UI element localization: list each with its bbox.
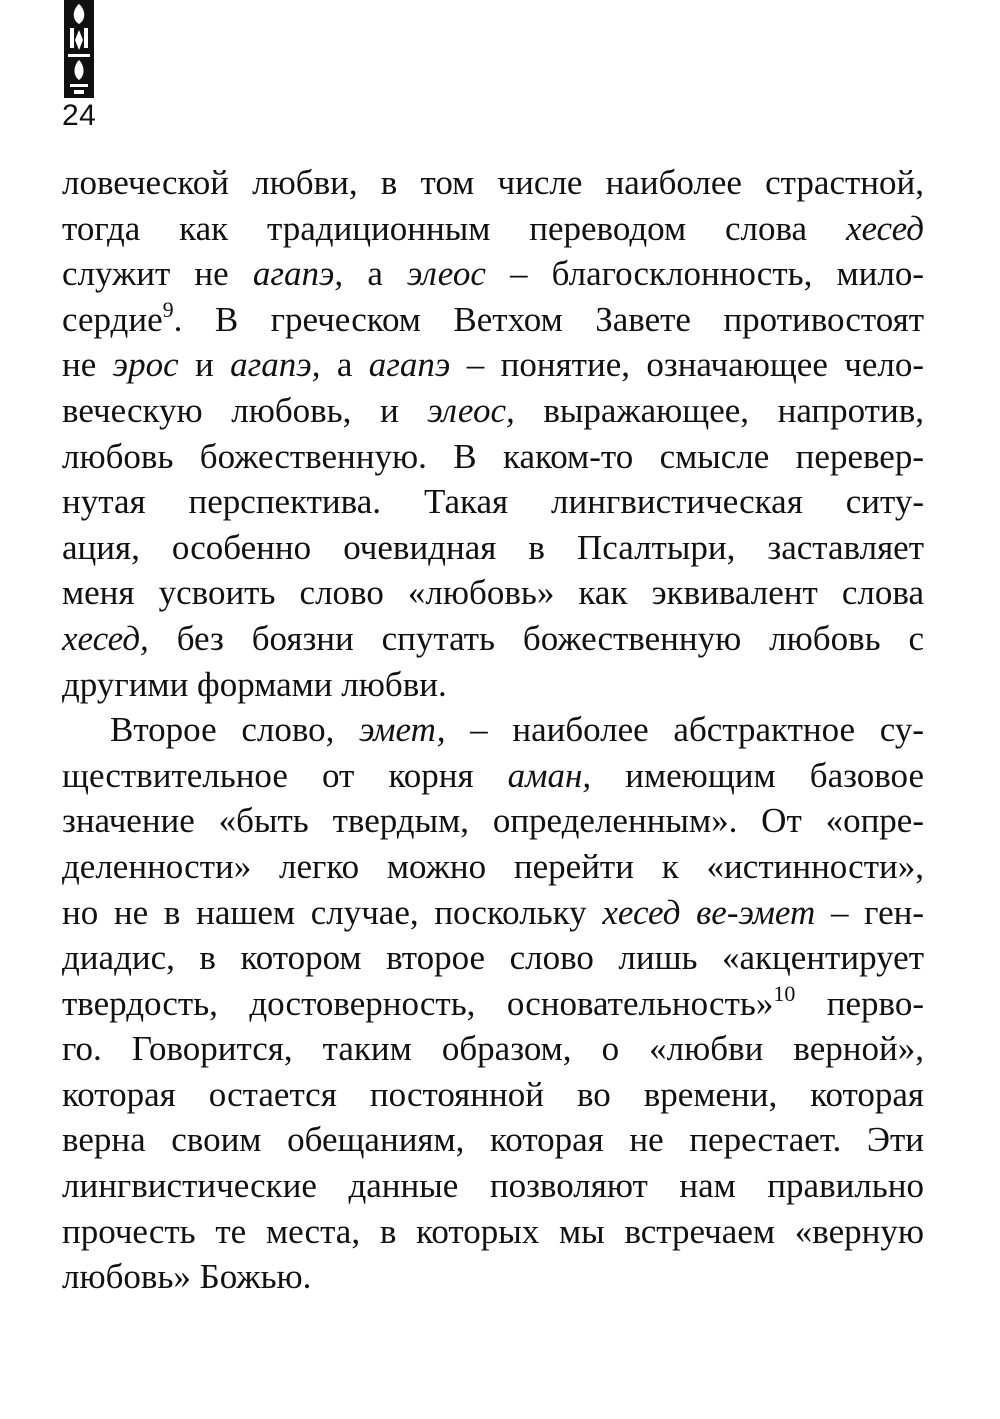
text-line: любовь» Божью. [62, 1257, 312, 1297]
italic-term: хесед, [62, 618, 149, 658]
text-line: верна своим обещаниям, которая не перестает. Эти [62, 1120, 924, 1160]
italic-term: хесед [845, 208, 924, 248]
text-line: тогда как традиционным переводом слова хесед [62, 208, 924, 248]
text-line: ация, особенно очевидная в Псалтыри, заставляет [62, 527, 924, 567]
body-text [62, 160, 924, 1300]
text-line: другими формами любви. [62, 664, 447, 704]
text-line: го. Говорится, таким образом, о «любви верной», [62, 1029, 924, 1069]
text-line: которая остается постоянной во времени, которая [62, 1074, 924, 1114]
page-number: 24 [62, 99, 97, 132]
text-line: значение «быть твердым, определенным». От «опре- [62, 801, 924, 841]
text-line: но не в нашем случае, поскольку хесед ве-эмет – ген- [62, 892, 924, 932]
text-line: ществительное от корня аман, имеющим базовое [62, 755, 924, 795]
text-line: не эрос и агапэ, а агапэ – понятие, означающее чело- [62, 345, 925, 385]
text-line: веческую любовь, и элеос, выражающее, напротив, [62, 390, 924, 430]
italic-term: агапэ, [230, 345, 321, 385]
text-line: любовь божественную. В каком-то смысле перевер- [62, 436, 924, 476]
italic-term: эрос [112, 345, 179, 385]
text-line: служит не агапэ, а элеос – благосклонность, мило- [62, 254, 925, 294]
text-line: хесед, без боязни спутать божественную любовь с [62, 618, 924, 658]
text-line: диадис, в котором второе слово лишь «акцентирует [62, 938, 924, 978]
italic-term: эмет, [359, 710, 446, 750]
footnote-marker: 9 [162, 296, 174, 322]
decorative-ornament-icon [62, 0, 96, 98]
text-line: деленности» легко можно перейти к «истинности», [62, 846, 924, 886]
text-line: твердость, достоверность, основательность»$^{10}$ перво- [62, 980, 924, 1023]
footnote-marker: 10 [773, 980, 796, 1006]
text-line: нутая перспектива. Такая лингвистическая ситу- [62, 482, 924, 522]
italic-term: элеос, [427, 390, 515, 430]
italic-term: хесед ве-эмет [602, 892, 816, 932]
text-line: ловеческой любви, в том числе наиболее страстной, [62, 163, 924, 202]
italic-term: агапэ, [252, 254, 344, 294]
text-line: лингвистические данные позволяют нам правильно [62, 1166, 924, 1206]
text-line: меня усвоить слово «любовь» как эквивалент слова [62, 573, 924, 613]
italic-term: аман, [507, 755, 592, 795]
text-line: прочесть те места, в которых мы встречаем «верную [62, 1211, 924, 1251]
italic-term: элеос [407, 254, 486, 294]
text-line: Второе слово, эмет, – наиболее абстрактное су- [110, 710, 924, 750]
italic-term: агапэ [368, 345, 451, 385]
text-line: сердие$^9$. В греческом Ветхом Завете противостоят [62, 296, 924, 339]
